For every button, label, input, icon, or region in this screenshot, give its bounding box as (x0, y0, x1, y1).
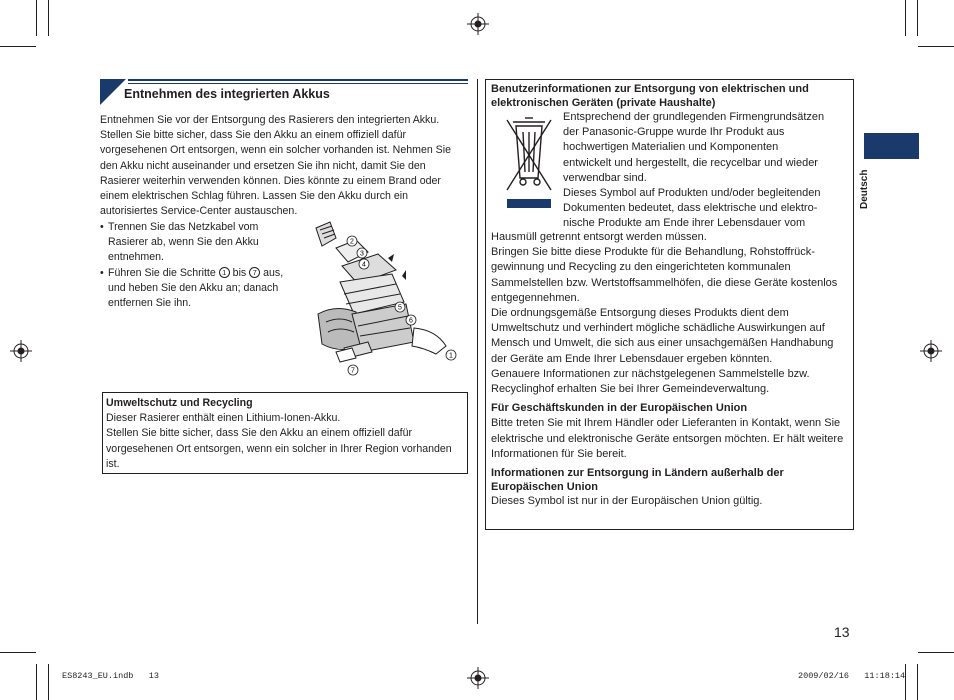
symbol-text-line: hochwertigen Materialien und Komponenten (563, 141, 779, 154)
crop-mark (905, 0, 906, 36)
list-item-text: Führen Sie die Schritte (108, 266, 216, 279)
crop-mark (36, 0, 37, 36)
body-paragraph: Hausmüll getrennt entsorgt werden müssen. (491, 231, 707, 243)
box-text: Dieser Rasierer enthält einen Lithium-Ionen-Akku. (106, 412, 341, 425)
registration-mark-icon (467, 13, 489, 35)
crossed-out-wheelie-bin-icon (503, 116, 555, 208)
crop-mark (36, 664, 37, 700)
crop-mark (48, 664, 49, 700)
disposal-information-box (485, 79, 854, 530)
crop-mark (0, 652, 36, 653)
title-rule (128, 79, 468, 81)
language-tab-label (859, 163, 879, 209)
language-tab-text: Deutsch (859, 169, 870, 209)
subheading: Für Geschäftskunden in der Europäischen Union (491, 402, 748, 415)
section-title: Entnehmen des integrierten Akkus (124, 87, 330, 101)
title-rule (128, 83, 468, 84)
title-accent-triangle (100, 79, 126, 105)
body-paragraph: Die ordnungsgemäße Entsorgung dieses Produkts dient dem Umweltschutz und verhindert mögliche schädliche Auswirkungen auf Mensch und Umwelt, die sich aus einer unsachgemäßen Handhabung der Geräte am Ende Ihrer Lebensdauer ergeben könnten. (491, 307, 834, 365)
figure-label: 1 (449, 352, 453, 360)
body-paragraph: Bitte treten Sie mit Ihrem Händler oder Lieferanten in Kontakt, wenn Sie elektrische und elektronische Geräte entsorgen möchten. Er hält weitere Informationen für Sie bereit. (491, 417, 844, 460)
symbol-text-line: verwendbar sind. (563, 171, 647, 184)
crop-mark (917, 664, 918, 700)
registration-mark-icon (920, 340, 942, 362)
body-paragraph: Genauere Informationen zur nächstgelegenen Sammelstelle bzw. Recyclinghof erhalten Sie bei Ihrer Gemeindeverwaltung. (491, 367, 810, 396)
shaver-disassembly-illustration (296, 218, 464, 378)
language-tab (864, 133, 919, 159)
intro-paragraph: Entnehmen Sie vor der Entsorgung des Rasierers den integrierten Akku. Stellen Sie bitte sicher, dass Sie den Akku an einem offiziell dafür vorgesehenen Ort entsorgen, wenn ein solcher vorhanden ist. Nehmen Sie den Akku nicht auseinander und ersetzen Sie ihn nicht, damit Sie den Rasierer weiterhin verwenden können. Dies könnte zu einem Brand oder einem elektrischen Schlag führen. Lassen Sie den Akku durch ein autorisiertes Service-Center austauschen. (100, 114, 451, 218)
figure-label: 3 (360, 250, 364, 258)
list-item-text: bis (232, 266, 247, 279)
figure-label: 4 (362, 261, 366, 269)
symbol-text-line: nische Produkte am Ende ihrer Lebensdauer vom (563, 217, 806, 230)
crop-mark (917, 0, 918, 36)
section-title-bar (100, 79, 468, 105)
crop-mark (0, 46, 36, 47)
crop-mark (918, 46, 954, 47)
figure-label: 6 (409, 317, 413, 325)
subheading: Informationen zur Entsorgung in Ländern außerhalb der Europäischen Union (491, 467, 784, 494)
registration-mark-icon (10, 340, 32, 362)
symbol-text-line: Entsprechend der grundlegenden Firmengrundsätzen (563, 111, 825, 123)
environment-recycling-box (102, 392, 468, 474)
symbol-text-line: der Panasonic-Gruppe wurde Ihr Produkt aus (563, 126, 785, 139)
box-text: Stellen Sie bitte sicher, dass Sie den Akku an einem offiziell dafür vorgesehenen Ort entsorgen, wenn ein solcher in Ihrer Region vorhanden ist. (106, 427, 452, 470)
body-paragraph: Bringen Sie bitte diese Produkte für die Behandlung, Rohstoffrück-gewinnung und Recycling zu den eingerichteten kommunalen Sammelstellen bzw. Wertstoffsammelhöfen, die diese Geräte kostenlos entgegennehmen. (491, 246, 838, 304)
instruction-list (100, 220, 300, 311)
body-paragraph: Dieses Symbol ist nur in der Europäischen Union gültig. (491, 495, 763, 508)
list-item-text: aus, und heben Sie den Akku an; danach entfernen Sie ihn. (108, 266, 284, 310)
list-item-text: Trennen Sie das Netzkabel vom Rasierer ab, wenn Sie den Akku entnehmen. (108, 221, 259, 264)
crop-mark (918, 652, 954, 653)
box-title: Umweltschutz und Recycling (106, 397, 253, 409)
step-number-badge: 7 (249, 267, 260, 278)
registration-mark-icon (467, 667, 489, 689)
list-item (100, 266, 300, 312)
box-heading: Benutzerinformationen zur Entsorgung von elektrischen und elektronischen Geräten (private Haushalte) (491, 83, 809, 109)
figure-label: 2 (350, 238, 354, 246)
footer-file-info: ES8243_EU.indb 13 (62, 671, 159, 681)
symbol-text-line: Dieses Symbol auf Produkten und/oder begleitenden (563, 187, 821, 200)
list-item (100, 220, 300, 266)
crop-mark (905, 664, 906, 700)
crop-mark (48, 0, 49, 36)
symbol-paragraph (491, 110, 849, 230)
column-divider (477, 79, 478, 624)
symbol-text-line: entwickelt und hergestellt, die recycelbar und wieder (563, 156, 818, 169)
figure-label: 5 (398, 304, 402, 312)
figure-label: 7 (351, 367, 355, 375)
footer-timestamp: 2009/02/16 11:18:14 (798, 671, 906, 681)
step-number-badge: 1 (219, 267, 230, 278)
page-number: 13 (834, 624, 850, 640)
symbol-text-line: Dokumenten bedeutet, dass elektrische und elektro- (563, 202, 818, 215)
